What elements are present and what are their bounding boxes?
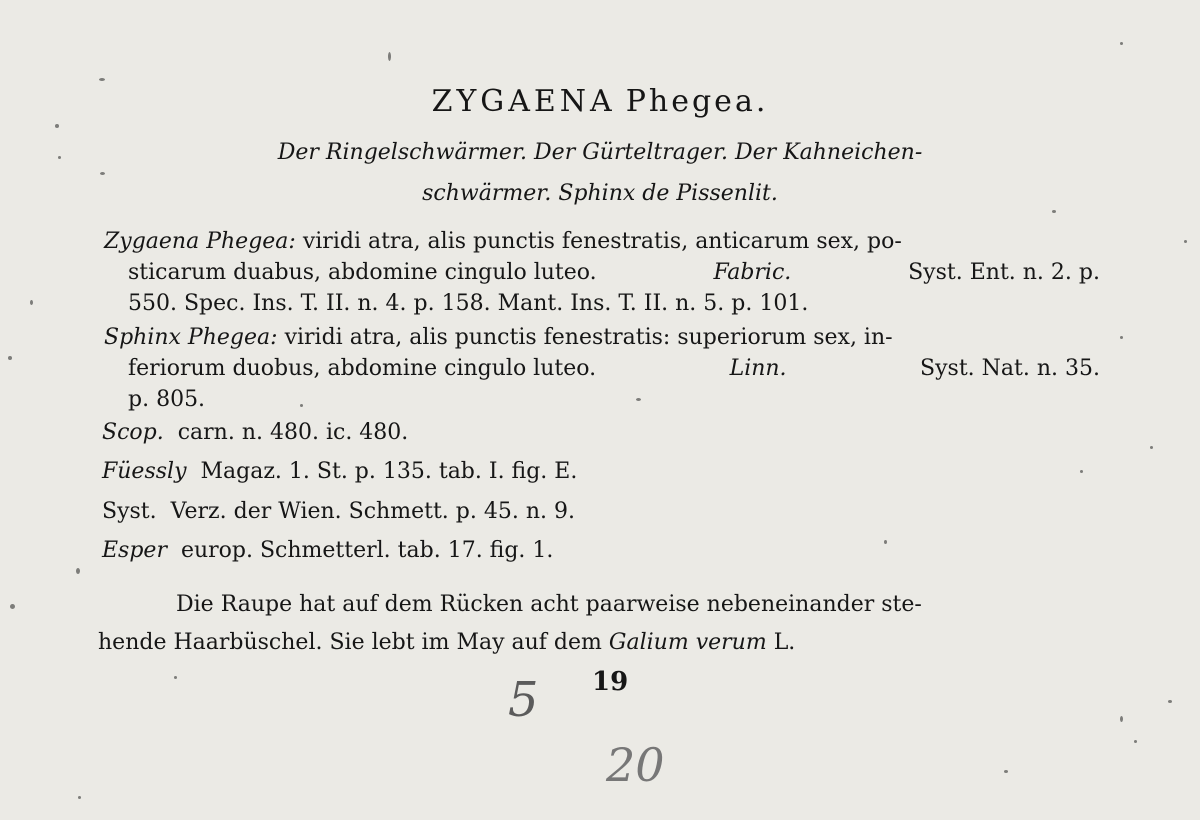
paragraph-line-2: hende Haarbüschel. Sie lebt im May auf dem Galium verum L. <box>98 630 796 655</box>
handwritten-mark: 20 <box>606 738 665 792</box>
common-names-line-1: Der Ringelschwärmer. Der Gürteltrager. Der Kahneichen- <box>277 140 923 165</box>
entry-line: sticarum duabus, abdomine cingulo luteo. Fabric. Syst. Ent. n. 2. p. <box>104 257 1100 288</box>
reference-esper: Esper europ. Schmetterl. tab. 17. fig. 1. <box>102 538 554 563</box>
reference-scopoli: Scop. carn. n. 480. ic. 480. <box>102 420 409 445</box>
plant-name: Galium verum <box>608 630 767 655</box>
entry-line: feriorum duobus, abdomine cingulo luteo. Linn. Syst. Nat. n. 35. <box>104 353 1100 384</box>
reference-author: Syst. <box>102 499 157 524</box>
entry-author: Zygaena Phegea: <box>104 229 296 254</box>
page-title <box>0 84 1200 119</box>
reference-syst-verz: Syst. Verz. der Wien. Schmett. p. 45. n. 9. <box>102 499 575 524</box>
entry-line: 550. Spec. Ins. T. II. n. 4. p. 158. Mant. Ins. T. II. n. 5. p. 101. <box>128 291 809 316</box>
synonym-entry-fabricius <box>104 226 1100 319</box>
synonym-entry-linnaeus <box>104 322 1100 415</box>
page-number: 19 <box>592 667 629 697</box>
reference-fuessly: Füessly Magaz. 1. St. p. 135. tab. I. fig. E. <box>102 459 578 484</box>
title-genus: ZYGAENA <box>431 84 616 119</box>
reference-author: Scop. <box>102 420 164 445</box>
reference-author: Esper <box>102 538 167 563</box>
caterpillar-description <box>98 586 1103 662</box>
entry-line: Zygaena Phegea: viridi atra, alis punctis fenestratis, anticarum sex, po- <box>104 229 902 254</box>
entry-author: Sphinx Phegea: <box>104 325 278 350</box>
paragraph-line-1: Die Raupe hat auf dem Rücken acht paarweise nebeneinander ste- <box>176 592 922 617</box>
common-names-line-2: schwärmer. Sphinx de Pissenlit. <box>422 181 778 206</box>
title-species: Phegea. <box>625 84 769 119</box>
handwritten-mark: 5 <box>508 672 539 728</box>
entry-line: p. 805. <box>128 387 206 412</box>
citation-author: Fabric. <box>713 260 792 285</box>
citation-author: Linn. <box>729 356 787 381</box>
entry-line: Sphinx Phegea: viridi atra, alis punctis fenestratis: superiorum sex, in- <box>104 325 893 350</box>
reference-author: Füessly <box>102 459 187 484</box>
